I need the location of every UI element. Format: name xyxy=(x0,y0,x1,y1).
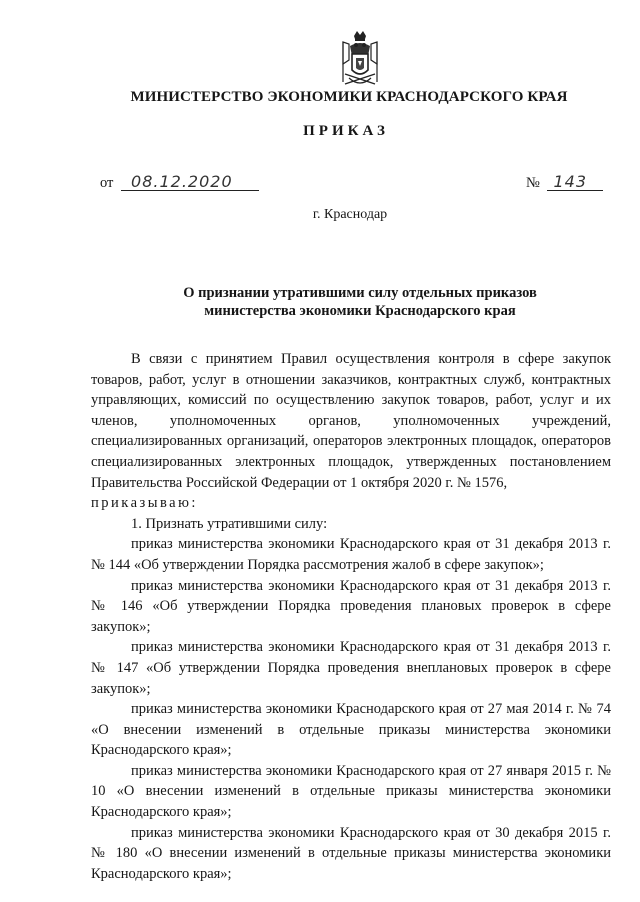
title-line-2: министерства экономики Краснодарского края xyxy=(204,303,516,319)
list-item: приказ министерства экономики Краснодарского края от 31 декабря 2013 г. № 144 «Об утверждении Порядка рассмотрения жалоб в сфере закупок»; xyxy=(91,536,611,573)
preamble-paragraph: В связи с принятием Правил осуществления контроля в сфере закупок товаров, работ, услуг в отношении заказчиков, контрактных служб, контрактных управляющих, комиссий по осуществлению закупок товаров, работ, услуг и их членов, уполномоченных органов, уполномоченных учреждений, специализированных организаций, операторов электронных площадок, операторов специализированных электронных площадок, утвержденных постановлением Правительства Российской Федерации от 1 октября 2020 г. № 1576, xyxy=(91,351,611,491)
order-word: приказываю: xyxy=(91,495,198,512)
list-item: приказ министерства экономики Краснодарского края от 30 декабря 2015 г. № 180 «О внесении изменений в отдельные приказы министерства экономики Краснодарского края»; xyxy=(91,824,611,882)
list-item: приказ министерства экономики Краснодарского края от 27 января 2015 г. № 10 «О внесении изменений в отдельные приказы министерства экономики Краснодарского края»; xyxy=(91,762,611,821)
krasnodar-coat-of-arms-icon xyxy=(335,30,385,88)
list-item: приказ министерства экономики Краснодарского края от 31 декабря 2013 г. № 147 «Об утверждении Порядка проведения внеплановых проверок в сфере закупок»; xyxy=(91,639,611,697)
list-item: приказ министерства экономики Краснодарского края от 27 мая 2014 г. № 74 «О внесении изменений в отдельные приказы министерства экономики Краснодарского края»; xyxy=(91,701,611,759)
date-prefix: от xyxy=(100,175,114,191)
number-value: 143 xyxy=(547,174,603,191)
city: г. Краснодар xyxy=(312,207,388,222)
title-line-1: О признании утратившими силу отдельных приказов xyxy=(183,285,537,301)
order-date xyxy=(100,174,259,192)
date-value: 08.12.2020 xyxy=(121,174,259,191)
order-number xyxy=(526,174,603,192)
document-title xyxy=(130,284,590,320)
list-item: приказ министерства экономики Краснодарского края от 31 декабря 2013 г. № 146 «Об утверждении Порядка проведения плановых проверок в сфере закупок»; xyxy=(91,577,611,635)
item-1-heading: 1. Признать утратившими силу: xyxy=(131,515,328,532)
document-type: ПРИКАЗ xyxy=(303,123,389,139)
document-body xyxy=(91,349,611,884)
number-prefix: № xyxy=(526,175,540,191)
ministry-name: МИНИСТЕРСТВО ЭКОНОМИКИ КРАСНОДАРСКОГО КРАЯ xyxy=(130,89,568,105)
